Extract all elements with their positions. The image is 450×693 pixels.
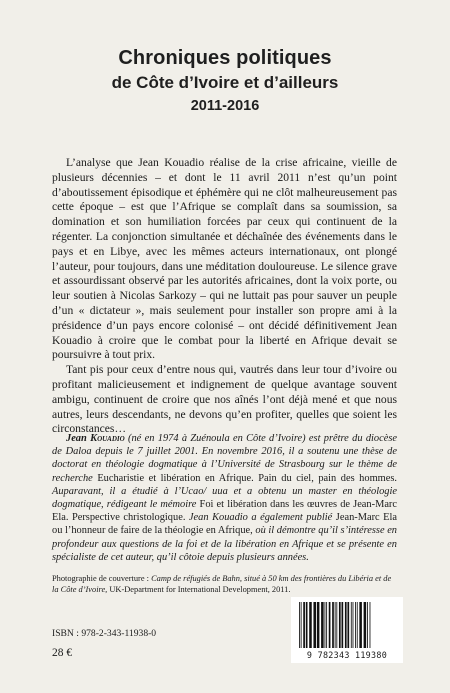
barcode-bar	[370, 602, 371, 648]
author-bio-segment: Eucharistie et libération en Afrique. Pain du ciel, pain des hommes.	[97, 472, 397, 484]
author-bio	[52, 432, 397, 564]
barcode-bar	[336, 602, 337, 648]
barcode-bar	[326, 602, 327, 648]
barcode-bar	[321, 602, 324, 648]
author-bio-segment: Foi et libération dans les œuvres de Jean-Marc Ela. Perspective christologique.	[52, 499, 397, 524]
summary-paragraph-1: L’analyse que Jean Kouadio réalise de la crise africaine, vieille de plusieurs décennies – et dont le 11 avril 2011 n’est qu’un point d’aboutissement épisodique et éphémère qui ne clôt malheureusement pas cette époque – est que l’Afrique se complaît dans sa soumission, sa domination et son humiliation forcées par ceux qui continuent de la régenter. La conjonction simultanée et déchaînée des événements dans le pays et en Libye, avec les mêmes acteurs internationaux, ont plongé l’auteur, pour toujours, dans une méditation douloureuse. Le silence grave et assourdissant observé par les autorités africaines, dont la voix porte, ou leur soutien à Nicolas Sarkozy – qui ne luttait pas pour sauver un peuple d’un « dictateur », mais seulement pour installer son propre ami à la présidence d’un pays encore colonisé – ont décidé définitivement Jean Kouadio à croire que le combat pour la liberté en Afrique devait se poursuivre à tout prix.	[52, 156, 397, 362]
title-line-1: Chroniques politiques	[118, 47, 332, 69]
title-years: 2011-2016	[190, 98, 260, 114]
summary-paragraph-2: Tant pis pour ceux d’entre nous qui, vautrés dans leur tour d’ivoire ou profitant malicieusement et indignement de quelque avantage souvent ambigu, continuent de croire que nos aînés l’ont déjà mené et que nous autres, leurs descendants, ne devons qu’en profiter, quelles que soient les circonstances…	[52, 363, 397, 436]
barcode-bar	[345, 602, 347, 648]
author-first-name: Jean	[66, 433, 87, 444]
author-bio-segment: (né en 1974 à Zuénoula en Côte d’Ivoire) est prêtre du diocèse de Daloa depuis le 7 juillet 2001. En novembre 2016, il a soutenu une thèse de doctorat en théologie dogmatique à l’Université de Strasbourg sur le thème de recherche	[52, 433, 398, 484]
barcode-bar	[335, 602, 336, 648]
barcode-bar	[339, 602, 341, 648]
author-bio-segment: Jean-Marc Ela ou l’honneur de faire de la théologie en Afrique,	[52, 512, 398, 537]
barcode-bar	[301, 602, 302, 648]
author-bio-text	[52, 433, 397, 563]
title-line-2: de Côte d’Ivoire et d’ailleurs	[111, 73, 339, 92]
barcode-bar	[359, 602, 362, 648]
title-block	[0, 46, 450, 116]
photo-credit-caption: Camp de réfugiés de Bahn, situé à 50 km des frontières du Libéria et de la Côte d’Ivoire,	[52, 574, 392, 595]
author-bio-segment: Jean Kouadio a également publié	[185, 512, 336, 524]
barcode	[291, 597, 403, 663]
barcode-bar	[303, 602, 305, 648]
barcode-bar	[329, 602, 331, 648]
barcode-bar	[325, 602, 326, 648]
barcode-bar	[364, 602, 367, 648]
summary-text	[52, 156, 397, 437]
barcode-bar	[353, 602, 354, 648]
barcode-bar	[332, 602, 334, 648]
barcode-bar	[313, 602, 316, 648]
barcode-digits: 9 782343 119380	[306, 650, 388, 660]
barcode-bar	[355, 602, 356, 648]
barcode-bar	[306, 602, 308, 648]
barcode-bars	[297, 602, 397, 648]
author-bio-segment: Auparavant, il a étudié à l’Ucao/ uua et a obtenu un master en théologie dogmatique, rédigeant le mémoire	[52, 485, 397, 511]
barcode-bar	[299, 602, 300, 648]
author-bio-segment: où il démontre qu’il s’intéresse en profondeur aux questions de la foi et de la libération en Afrique et se présente en spécialiste de cet auteur, qu’il côtoie depuis plusieurs années.	[52, 525, 398, 563]
barcode-bar	[347, 602, 349, 648]
barcode-bar	[342, 602, 344, 648]
barcode-bar	[357, 602, 358, 648]
isbn: ISBN : 978-2-343-11938-0	[52, 628, 157, 639]
photo-credit-source: UK-Department for International Development, 2011.	[107, 585, 291, 595]
photo-credit	[52, 573, 397, 595]
price: 28 €	[52, 647, 73, 659]
photo-credit-label: Photographie de couverture :	[52, 574, 152, 583]
barcode-bar	[367, 602, 368, 648]
barcode-bar	[351, 602, 352, 648]
barcode-bar	[309, 602, 312, 648]
barcode-bar	[317, 602, 320, 648]
author-last-name: Kouadio	[90, 433, 125, 444]
